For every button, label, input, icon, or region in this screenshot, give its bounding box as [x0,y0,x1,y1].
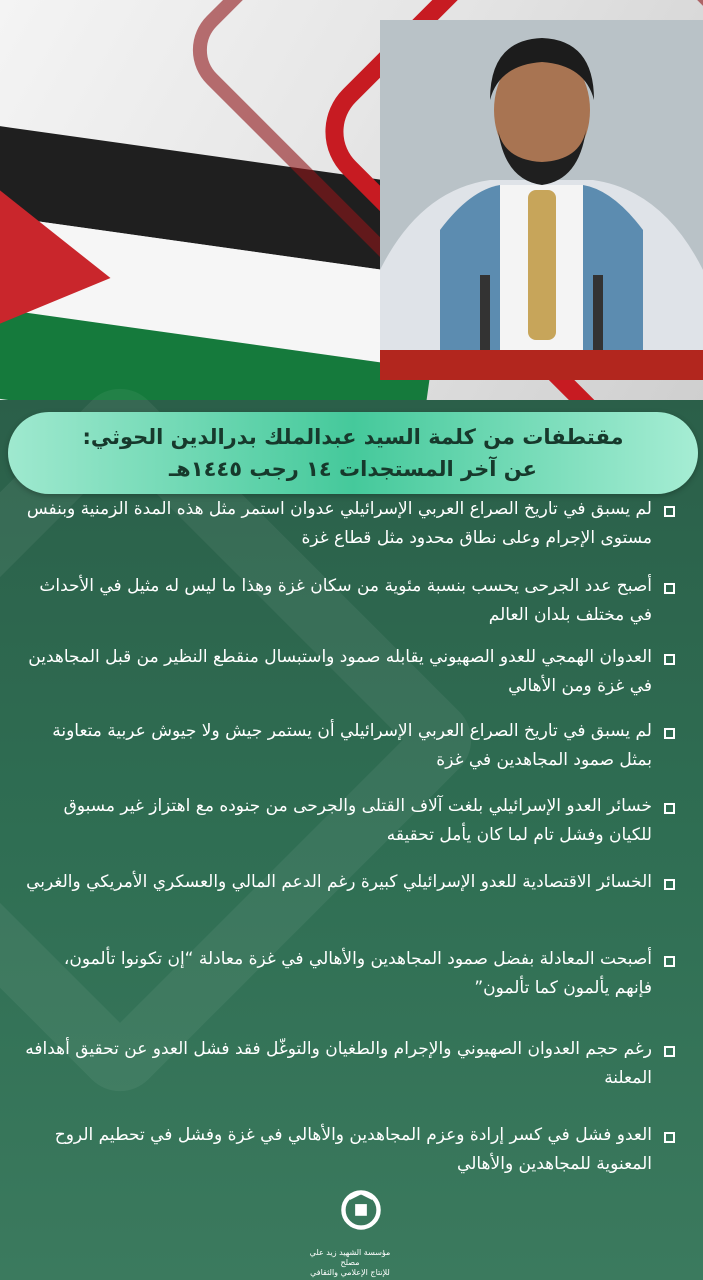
square-bullet-icon [664,879,675,890]
org-line-1: مؤسسة الشهيد زيد علي مصلح [309,1248,391,1267]
square-bullet-icon [664,1132,675,1143]
list-item [25,1121,675,1179]
point-text: الخسائر الاقتصادية للعدو الإسرائيلي كبيرة رغم الدعم المالي والعسكري الأمريكي والغربي [26,872,652,892]
point-text: أصبح عدد الجرحى يحسب بنسبة مئوية من سكان غزة وهذا ما ليس له مثيل في الأحداث في مختلف بلدان العالم [39,576,652,625]
point-text: العدو فشل في كسر إرادة وعزم المجاهدين والأهالي في غزة وفشل في تحطيم الروح المعنوية للمجاهدين والأهالي [54,1125,652,1174]
speaker-portrait [380,20,703,380]
list-item [25,643,675,701]
title-line-2: عن آخر المستجدات ١٤ رجب ١٤٤٥هـ [169,457,537,481]
list-item [25,868,675,897]
point-text: خسائر العدو الإسرائيلي بلغت آلاف القتلى والجرحى من جنوده مع اهتزاز غير مسبوق للكيان وفشل تام لما كان يأمل تحقيقه [63,796,652,845]
point-text: رغم حجم العدوان الصهيوني والإجرام والطغيان والتوغّل فقد فشل العدو عن تحقيق أهدافه المعلنة [25,1039,652,1088]
square-bullet-icon [664,728,675,739]
square-bullet-icon [664,956,675,967]
list-item [25,717,675,775]
square-bullet-icon [664,583,675,594]
point-text: أصبحت المعادلة بفضل صمود المجاهدين والأهالي في غزة معادلة “إن تكونوا تألمون، فإنهم يألمون كما تألمون” [63,949,652,998]
foundation-name [300,1248,400,1278]
list-item [25,945,675,1003]
list-item [25,792,675,850]
list-item [25,495,675,553]
square-bullet-icon [664,803,675,814]
title-banner [8,412,698,494]
point-text: لم يسبق في تاريخ الصراع العربي الإسرائيلي أن يستمر جيش ولا جيوش عربية متعاونة بمثل صمود المجاهدين في غزة [52,721,652,770]
org-line-2: للإنتاج الإعلامي والثقافي [310,1268,390,1277]
square-bullet-icon [664,654,675,665]
square-bullet-icon [664,1046,675,1057]
point-text: لم يسبق في تاريخ الصراع العربي الإسرائيلي عدوان استمر مثل هذه المدة الزمنية وبنفس مستوى الإجرام وعلى نطاق محدود مثل قطاع غزة [26,499,652,548]
title-line-1: مقتطفات من كلمة السيد عبدالملك بدرالدين الحوثي: [82,425,624,449]
square-bullet-icon [664,506,675,517]
list-item [25,572,675,630]
list-item [25,1035,675,1093]
point-text: العدوان الهمجي للعدو الصهيوني يقابله صمود واستبسال منقطع النظير من قبل المجاهدين في غزة ومن الأهالي [28,647,652,696]
hero-banner [0,0,703,400]
